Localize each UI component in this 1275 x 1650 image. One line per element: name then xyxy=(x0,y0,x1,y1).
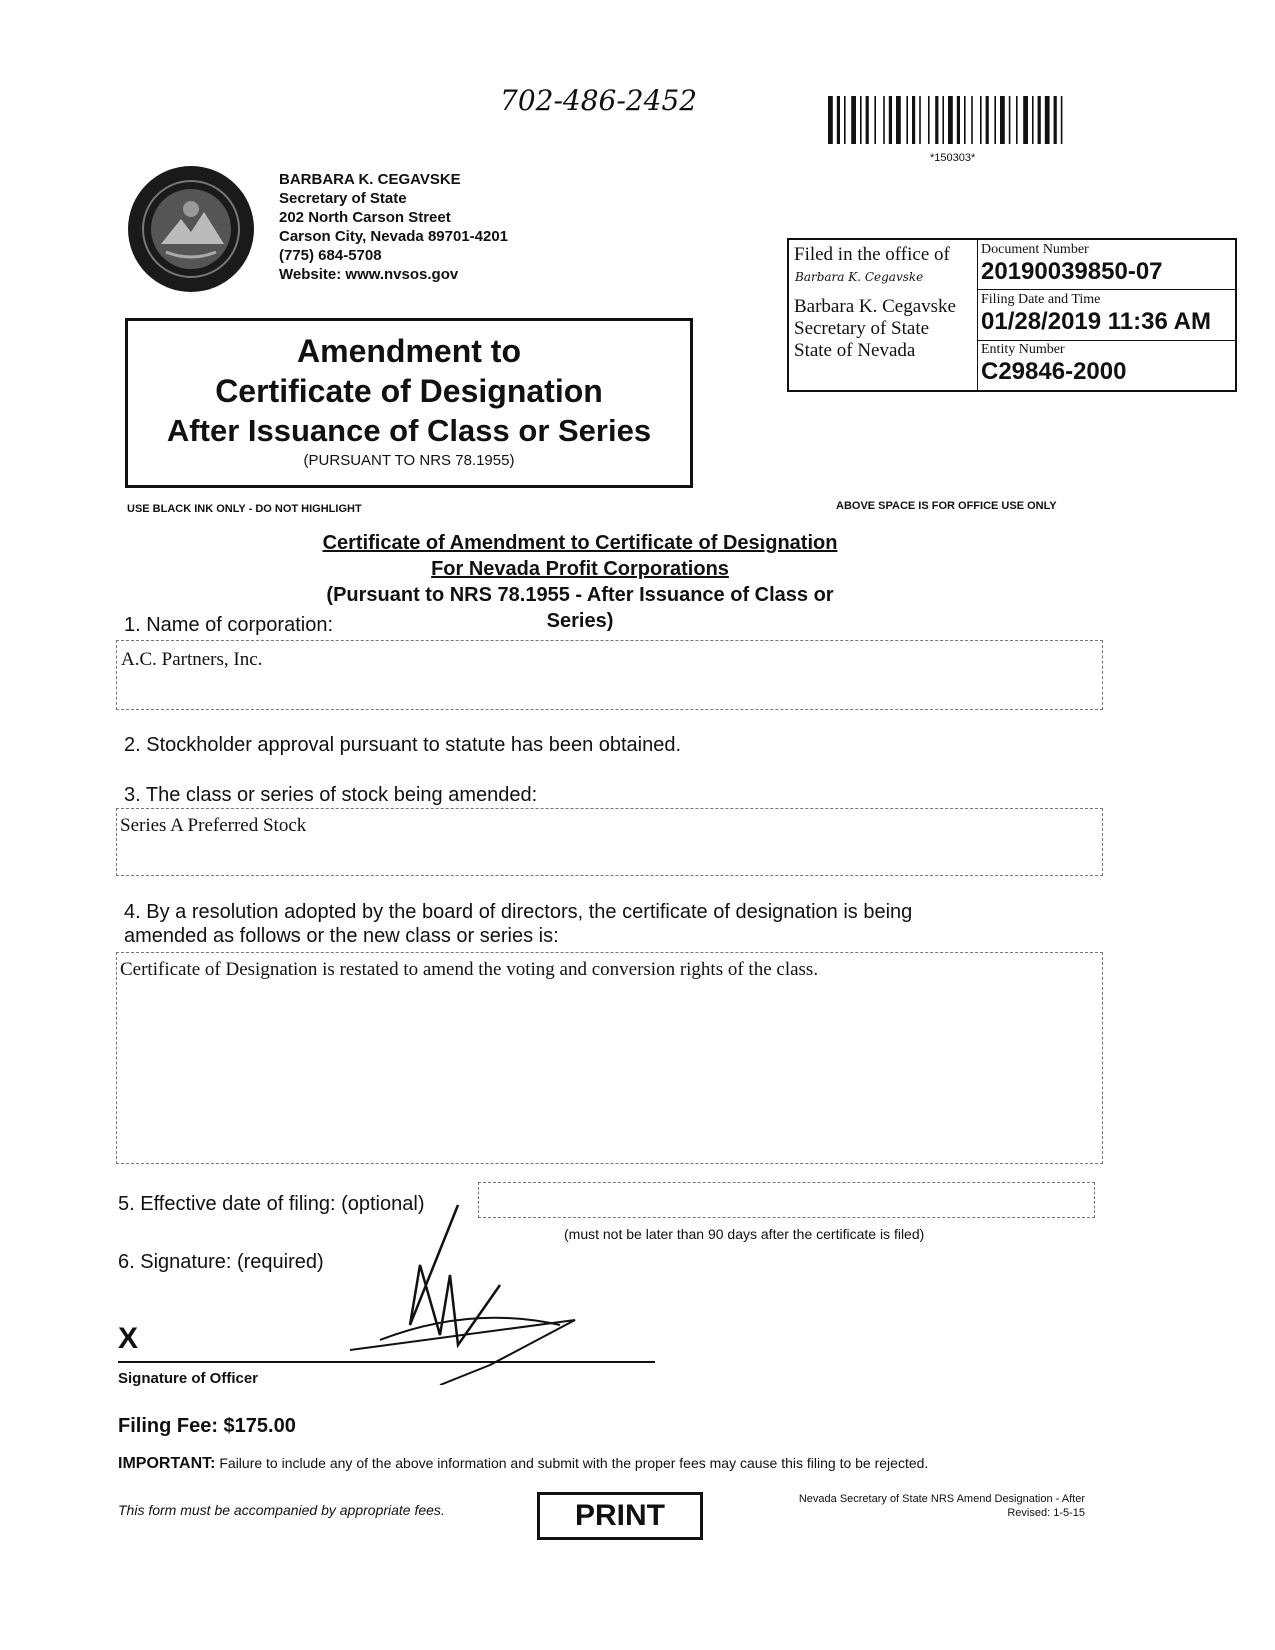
form-revision-info xyxy=(740,1492,1085,1520)
item-1-label: 1. Name of corporation: xyxy=(124,614,333,636)
corporation-name-field[interactable] xyxy=(116,640,1103,710)
barcode-bar xyxy=(866,96,869,144)
entity-number-value: C29846-2000 xyxy=(981,358,1127,385)
item-4-label-line-1: 4. By a resolution adopted by the board of directors, the certificate of designation is being xyxy=(124,901,913,923)
item-6-label: 6. Signature: (required) xyxy=(118,1251,324,1273)
sos-signature: Barbara K. Cegavske xyxy=(795,270,924,284)
sos-street: 202 North Carson Street xyxy=(279,209,451,226)
barcode-bar xyxy=(942,96,944,144)
barcode-bar xyxy=(986,96,989,144)
important-text: Failure to include any of the above information and submit with the proper fees may cause this filing to be rejected. xyxy=(219,1455,929,1471)
barcode-bar xyxy=(1045,96,1050,144)
office-use-note: ABOVE SPACE IS FOR OFFICE USE ONLY xyxy=(836,500,1057,512)
form-heading xyxy=(300,530,860,634)
form-id-text: Nevada Secretary of State NRS Amend Designation - After xyxy=(798,1493,1085,1505)
important-label: IMPORTANT: xyxy=(118,1455,216,1472)
barcode-bar xyxy=(957,96,960,144)
print-button[interactable]: PRINT xyxy=(537,1492,703,1540)
filing-fee: Filing Fee: $175.00 xyxy=(118,1415,296,1437)
barcode-bar xyxy=(896,96,901,144)
barcode-bar xyxy=(935,96,938,144)
heading-line-1: Certificate of Amendment to Certificate of Designation xyxy=(322,532,838,554)
sos-phone: (775) 684-5708 xyxy=(279,247,382,264)
barcode-bar xyxy=(844,96,846,144)
barcode-bar xyxy=(860,96,862,144)
stock-class-value: Series A Preferred Stock xyxy=(120,815,307,836)
barcode-bar xyxy=(874,96,876,144)
nevada-seal-icon xyxy=(126,164,256,294)
ink-instruction: USE BLACK INK ONLY - DO NOT HIGHLIGHT xyxy=(127,503,362,515)
sos-title: Secretary of State xyxy=(279,190,407,207)
barcode-bar xyxy=(883,96,885,144)
title-line-4: (PURSUANT TO NRS 78.1955) xyxy=(303,452,515,469)
barcode-bar xyxy=(1009,96,1011,144)
barcode-bar xyxy=(837,96,840,144)
barcode-bar xyxy=(828,96,833,144)
item-4-label xyxy=(124,900,912,948)
barcode-bar xyxy=(1032,96,1034,144)
sos-address-block xyxy=(279,170,508,284)
sos-website: Website: www.nvsos.gov xyxy=(279,266,459,283)
barcode-bar xyxy=(1023,96,1028,144)
barcode-bar xyxy=(980,96,982,144)
barcode-bar xyxy=(912,96,915,144)
stamp-state: State of Nevada xyxy=(794,340,916,361)
sos-city: Carson City, Nevada 89701-4201 xyxy=(279,228,509,245)
filing-date-label: Filing Date and Time xyxy=(981,292,1101,307)
item-2-label: 2. Stockholder approval pursuant to statute has been obtained. xyxy=(124,734,682,756)
stamp-sos-name: Barbara K. Cegavske xyxy=(794,296,956,317)
barcode-bar xyxy=(1054,96,1057,144)
sos-name: BARBARA K. CEGAVSKE xyxy=(279,171,461,188)
officer-signature-scribble xyxy=(340,1195,610,1385)
title-line-1: Amendment to xyxy=(297,333,521,369)
signature-x-mark: X xyxy=(118,1322,139,1355)
stamp-divider xyxy=(977,340,1235,341)
heading-line-4: Series) xyxy=(546,610,614,632)
filed-in-office-text: Filed in the office of xyxy=(794,244,950,265)
title-line-3: After Issuance of Class or Series xyxy=(166,413,652,448)
barcode-bar xyxy=(919,96,921,144)
heading-line-2: For Nevada Profit Corporations xyxy=(431,558,729,580)
item-4-label-line-2: amended as follows or the new class or series is: xyxy=(124,925,559,947)
item-5-label: 5. Effective date of filing: (optional) xyxy=(118,1193,425,1215)
barcode-bar xyxy=(994,96,996,144)
barcode-bar xyxy=(889,96,892,144)
amendment-text-field[interactable] xyxy=(116,952,1103,1164)
stamp-divider xyxy=(977,240,978,390)
item-3-label: 3. The class or series of stock being amended: xyxy=(124,784,538,806)
revision-date-text: Revised: 1-5-15 xyxy=(1007,1507,1085,1519)
barcode-bar xyxy=(851,96,856,144)
stamp-divider xyxy=(977,289,1235,290)
barcode-bar xyxy=(1038,96,1041,144)
document-number-value: 20190039850-07 xyxy=(981,258,1163,285)
filing-stamp xyxy=(787,238,1237,392)
barcode-bar xyxy=(928,96,930,144)
important-notice xyxy=(118,1455,928,1473)
barcode-bar xyxy=(1000,96,1005,144)
effective-date-note: (must not be later than 90 days after the certificate is filed) xyxy=(564,1226,925,1242)
form-title-box xyxy=(125,318,693,488)
barcode-bar xyxy=(948,96,953,144)
barcode-bar xyxy=(1016,96,1018,144)
heading-line-3: (Pursuant to NRS 78.1955 - After Issuance of Class or xyxy=(326,584,834,606)
filing-date-value: 01/28/2019 11:36 AM xyxy=(981,308,1211,335)
barcode-bar xyxy=(971,96,973,144)
title-line-2: Certificate of Designation xyxy=(215,373,603,409)
barcode-bar xyxy=(964,96,966,144)
barcode-bar xyxy=(1061,96,1063,144)
handwritten-phone-number: 702-486-2452 xyxy=(500,84,698,117)
corporation-name-value: A.C. Partners, Inc. xyxy=(121,649,263,670)
fee-accompaniment-note: This form must be accompanied by appropriate fees. xyxy=(118,1502,445,1518)
document-number-label: Document Number xyxy=(981,242,1089,257)
amendment-text-value: Certificate of Designation is restated to amend the voting and conversion rights of the class. xyxy=(120,959,819,980)
stock-class-field[interactable] xyxy=(116,808,1103,876)
barcode-bar xyxy=(906,96,908,144)
barcode xyxy=(828,96,1106,144)
signature-of-officer-label: Signature of Officer xyxy=(118,1370,259,1387)
barcode-number: *150303* xyxy=(930,152,976,164)
stamp-sos-title: Secretary of State xyxy=(794,318,930,339)
entity-number-label: Entity Number xyxy=(981,342,1065,357)
